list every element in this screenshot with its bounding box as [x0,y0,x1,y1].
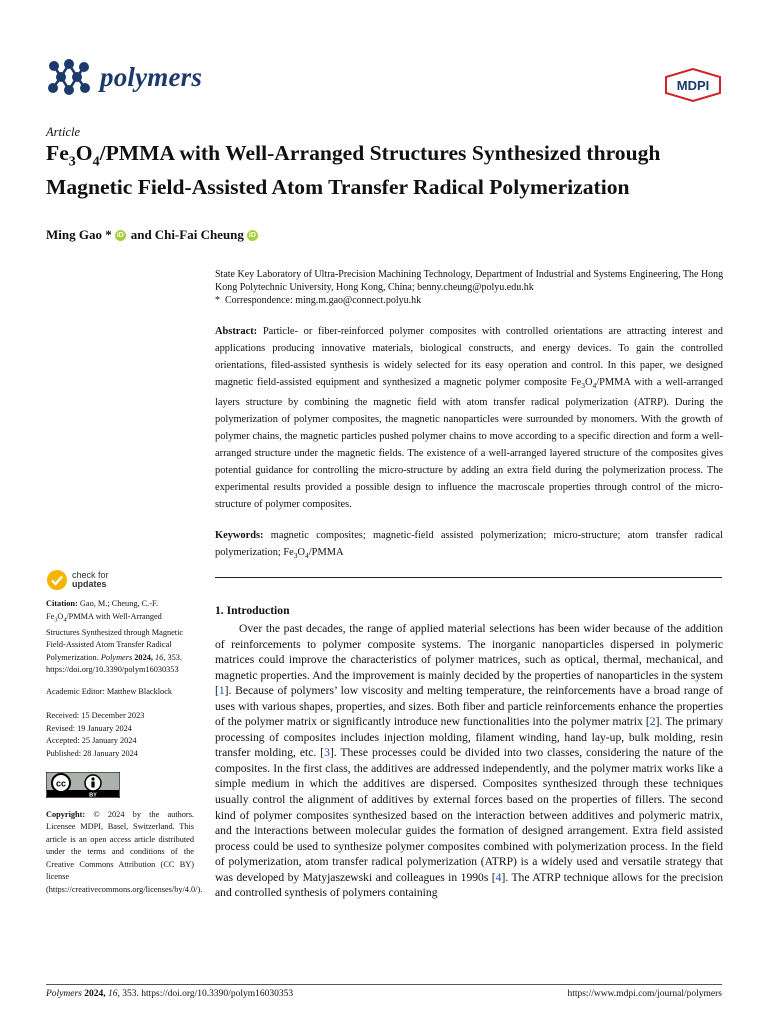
by-badge-text: BY [89,792,97,799]
author-list [46,227,258,243]
reference-link[interactable]: 4 [495,870,502,884]
section-heading: 1. Introduction [215,604,290,617]
journal-logo [46,58,202,96]
abstract: Abstract: Particle- or fiber-reinforced polymer composites with controlled orientations are attracting interest and applications producing innovative materials, biological constructs, and energy devices. To gain the controlled orientations, filed-assisted synthesis is widely selected for its easy operation and control. In this paper, we designed magnetic field-assisted equipment and synthesized a magnetic polymer composite $Fe_3O_4$/PMMA with a well-arranged layers structure by combining the magnetic field with atom transfer radical polymerization (ATRP). During the polymerization of polymer composites, the magnetic nanoparticles were surrounded by monomers. With the growth of polymer chains, the magnetic particles pushed polymer chains to move according to a specific direction and form a well-arranged structure under the magnetic fields. The existence of a well-arranged layered structure of the composites gives potential guidance for controlling the micro-structure by adding an extra field during the polymerization process. The experimental results provided a possible design to influence the macroscale properties through control of the micro-structure of polymer composites. [215,326,723,510]
affiliation: State Key Laboratory of Ultra-Precision Machining Technology, Department of Industrial and Systems Engineering, The Hong Kong Polytechnic University, Hong Kong, China; benny.cheung@polyu.edu.hk [215,269,724,293]
cc-badge-text: cc [55,778,67,789]
article-title: $Fe_3O_4$/PMMA with Well-Arranged Structures Synthesized through Magnetic Field-Assisted Atom Transfer Radical Polymerization [46,141,661,199]
polymers-molecule-icon [46,58,92,96]
footer-citation: Polymers 2024, 16, 353. https://doi.org/10.3390/polym16030353 [46,989,294,999]
footer-divider [46,984,722,985]
academic-editor: Academic Editor: Matthew Blacklock [46,686,173,696]
footer-doi-link[interactable]: 353. https://doi.org/10.3390/polym16030353 [122,989,294,999]
journal-name: polymers [100,61,203,92]
reference-link[interactable]: 1 [218,684,225,698]
article-type: Article [46,125,81,139]
cc-by-license-badge[interactable] [46,772,120,798]
author-name[interactable]: Chi-Fai Cheung [154,227,244,242]
reference-link[interactable]: 3 [324,746,330,760]
citation: Citation: Gao, M.; Cheung, C.-F. $Fe_3O_4$/PMMA with Well-Arranged Structures Synthesized through Magnetic Field-Assisted Atom Transfer Radical Polymerization. Polymers 2024, 16, 353. https://doi.org/10.3390/polym16030353 [46,599,184,675]
accepted-date: Accepted: 25 January 2024 [46,736,137,746]
revised-date: Revised: 19 January 2024 [46,723,132,733]
keywords-label: Keywords: [215,530,264,541]
divider [215,577,722,578]
check-for-updates[interactable] [46,569,109,591]
mdpi-logo-text: MDPI [676,78,710,93]
abstract-label: Abstract: [215,326,258,337]
check-updates-line2: updates [72,579,107,589]
keywords: Keywords: magnetic composites; magnetic-field assisted polymerization; micro-structure; atom transfer radical polymerization; $Fe_3O_4$/PMMA [215,530,723,561]
orcid-icon[interactable]: iD [248,231,256,239]
orcid-icon[interactable]: iD [116,231,124,239]
check-updates-line1: check for [72,569,109,580]
footer-journal-url[interactable]: https://www.mdpi.com/journal/polymers [567,989,722,999]
published-date: Published: 28 January 2024 [46,748,138,758]
introduction-paragraph: Over the past decades, the range of applied material selections has been wider because of the addition of reinforcements to polymer composite systems. The inorganic nanoparticles dispersed in polymeric matrices could improve the characteristics of polymer matrices, such as optical, thermal, mechanical, and magnetic properties. And the improvement is mainly decided by the properties of nanoparticles in the system [1]. Because of polymers’ low viscosity and melting temperature, the reinforcements have a broad range of uses with various shapes, properties, and sizes. Both fiber and particle reinforcements enhance the properties of the polymer matrix or significantly introduce new functionalities into the polymer matrix [2]. The primary processing of composites includes injection molding, filament winding, hand lay-up, bulk molding, resin transfer molding, etc. [3]. These processes could be divided into two classes, considering the nature of the composites. In the first class, the additives are addressed independently, and the polymer matrix works like a simple medium in which the additives are dispersed. Composites synthesized through these techniques usually control the alignment of additives by external forces based on the properties of fillers. The second kind of polymer composites synthesized based on the interaction between additives and polymeric matrix, and the interactions between molecular guides the formation of designed arrangement. Extra field assisted process could be used to synthesize polymer composites combined with polymerization process. In the field of polymerization, atom transfer radical polymerization (ATRP) is a widely used and versatile strategy that was developed by Matyjaszewski and colleagues in 1990s [4]. The ATRP technique allows for the precision and controlled synthesis of polymers containing [215,622,723,900]
author-separator: and [130,227,152,242]
reference-link[interactable]: 2 [649,715,656,729]
citation-doi-link[interactable]: 353. https://doi.org/10.3390/polym16030353 [46,652,183,675]
check-updates-icon [46,569,68,591]
received-date: Received: 15 December 2023 [46,711,145,721]
sidebar [46,598,203,905]
author-name[interactable]: Ming Gao * [46,227,112,242]
copyright-notice: Copyright: © 2024 by the authors. Licensee MDPI, Basel, Switzerland. This article is an open access article distributed under the terms and conditions of the Creative Commons Attribution (CC BY) license (https://creativecommons.org/licenses/by/4.0/). [46,809,203,894]
mdpi-logo [664,68,722,102]
correspondence: * Correspondence: ming.m.gao@connect.polyu.hk [215,295,422,306]
